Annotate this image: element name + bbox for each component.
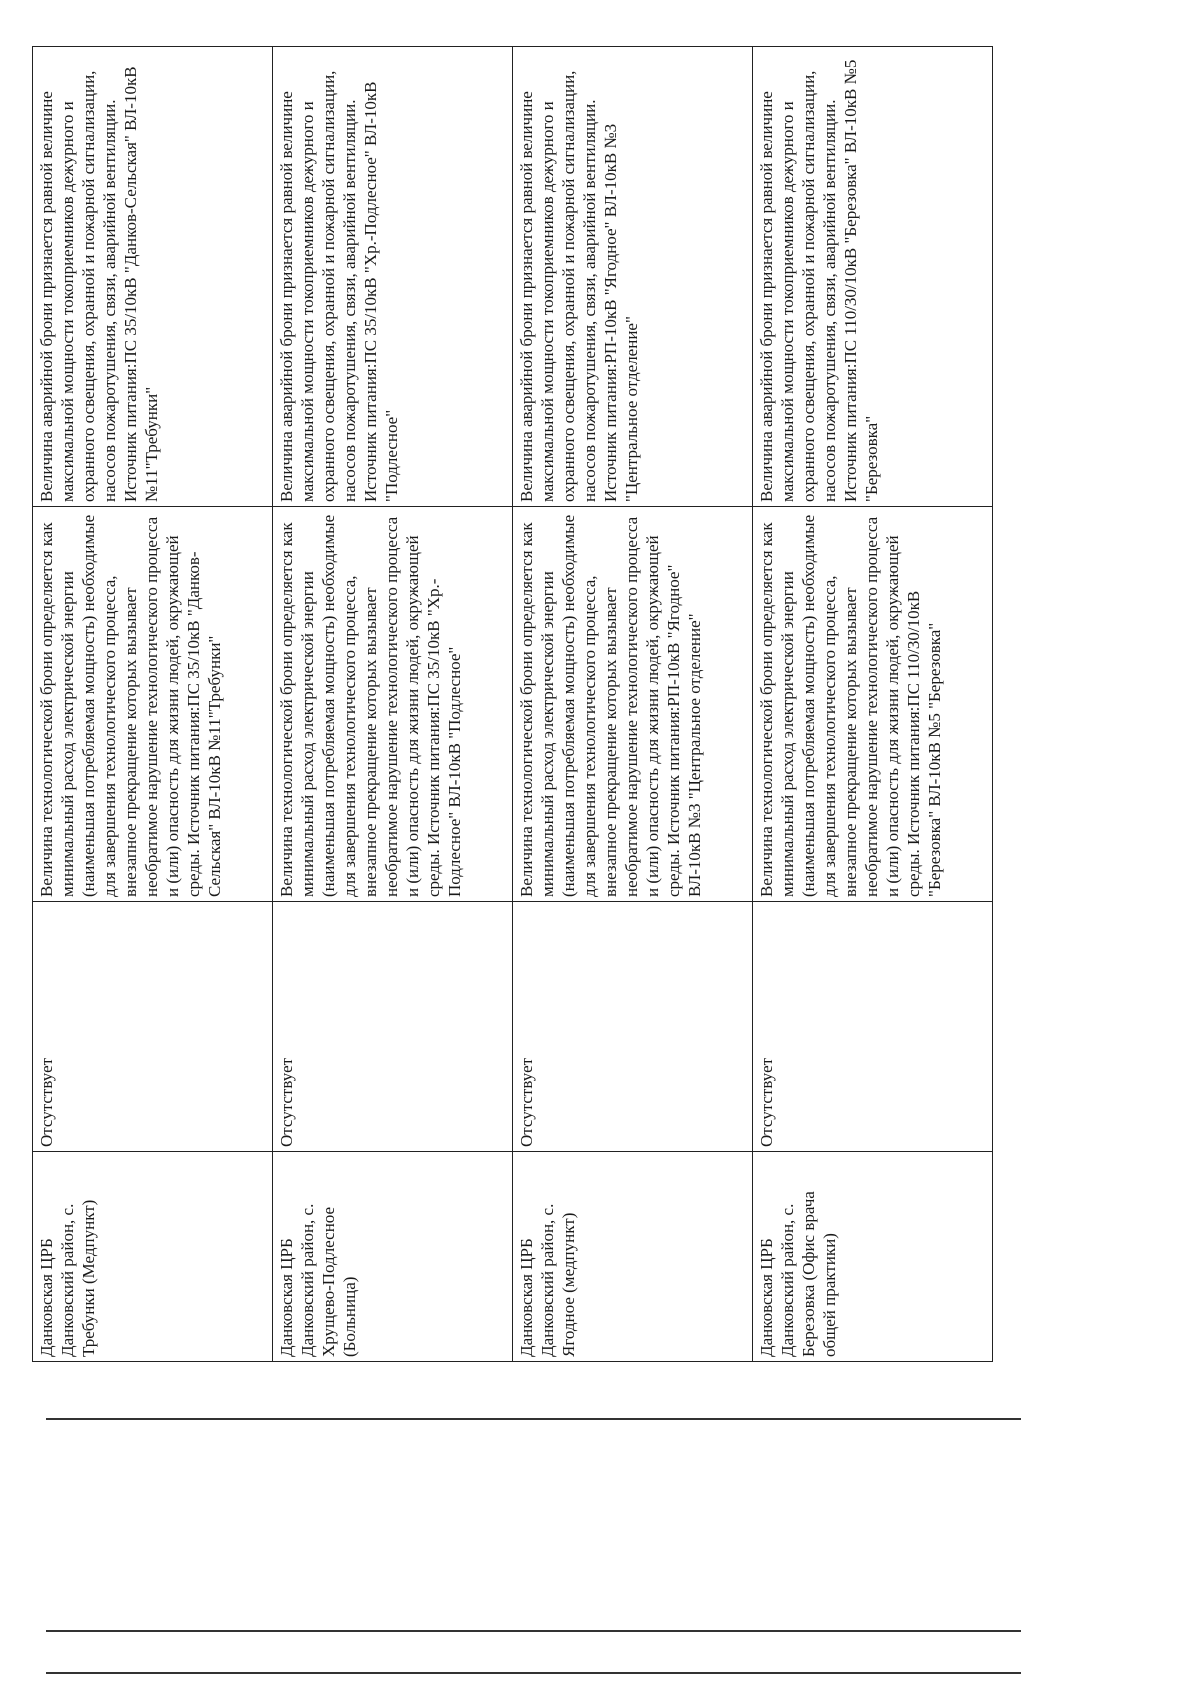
tech-armor-cell: Отсутствует <box>273 902 513 1152</box>
emergency-armor-desc-cell: Величина аварийной брони признается равной величине максимальной мощности токоприемников дежурного и охранного освещения, охранной и пожарной сигнализации, насосов пожаротушения, связи, аварийной вентиляции. Источник питания:ПС 110/30/10кВ "Березовка" ВЛ-10кВ №5 "Березовка" <box>753 47 993 507</box>
tech-armor-desc-cell: Величина технологической брони определяется как минимальный расход электрической энергии (наименьшая потребляемая мощность) необходимые для завершения технологического процесса, внезапное прекращение которых вызывает необратимое нарушение технологического процесса и (или) опасность для жизни людей, окружающей среды. Источник питания:РП-10кВ "Ягодное" ВЛ-10кВ №3 "Центральное отделение" <box>513 507 753 902</box>
tech-armor-cell: Отсутствует <box>753 902 993 1152</box>
footer-rule <box>46 1672 1021 1674</box>
consumer-cell: Данковская ЦРБ Данковский район, с. Березовка (Офис врача общей практики) <box>753 1152 993 1362</box>
footer-rule <box>46 1418 1021 1420</box>
consumer-cell: Данковская ЦРБ Данковский район, с. Хрущево-Подлесное (Больница) <box>273 1152 513 1362</box>
tech-armor-desc-cell: Величина технологической брони определяется как минимальный расход электрической энергии (наименьшая потребляемая мощность) необходимые для завершения технологического процесса, внезапное прекращение которых вызывает необратимое нарушение технологического процесса и (или) опасность для жизни людей, окружающей среды. Источник питания:ПС 35/10кВ "Данков-Сельская" ВЛ-10кВ №11"Требунки" <box>33 507 273 902</box>
table-row <box>273 47 513 1362</box>
tech-armor-desc-cell: Величина технологической брони определяется как минимальный расход электрической энергии (наименьшая потребляемая мощность) необходимые для завершения технологического процесса, внезапное прекращение которых вызывает необратимое нарушение технологического процесса и (или) опасность для жизни людей, окружающей среды. Источник питания:ПС 110/30/10кВ "Березовка" ВЛ-10кВ №5 "Березовка" <box>753 507 993 902</box>
armor-table-rotated <box>32 47 992 1362</box>
emergency-armor-desc-cell: Величина аварийной брони признается равной величине максимальной мощности токоприемников дежурного и охранного освещения, охранной и пожарной сигнализации, насосов пожаротушения, связи, аварийной вентиляции. Источник питания:РП-10кВ "Ягодное" ВЛ-10кВ №3 "Центральное отделение" <box>513 47 753 507</box>
table-row <box>513 47 753 1362</box>
footer-rule <box>46 1630 1021 1632</box>
consumer-cell: Данковская ЦРБ Данковский район, с. Требунки (Медпункт) <box>33 1152 273 1362</box>
table-row <box>33 47 273 1362</box>
emergency-armor-desc-cell: Величина аварийной брони признается равной величине максимальной мощности токоприемников дежурного и охранного освещения, охранной и пожарной сигнализации, насосов пожаротушения, связи, аварийной вентиляции. Источник питания:ПС 35/10кВ "Данков-Сельская" ВЛ-10кВ №11"Требунки" <box>33 47 273 507</box>
tech-armor-cell: Отсутствует <box>513 902 753 1152</box>
emergency-armor-desc-cell: Величина аварийной брони признается равной величине максимальной мощности токоприемников дежурного и охранного освещения, охранной и пожарной сигнализации, насосов пожаротушения, связи, аварийной вентиляции. Источник питания:ПС 35/10кВ "Хр.-Подлесное" ВЛ-10кВ "Подлесное" <box>273 47 513 507</box>
tech-armor-desc-cell: Величина технологической брони определяется как минимальный расход электрической энергии (наименьшая потребляемая мощность) необходимые для завершения технологического процесса, внезапное прекращение которых вызывает необратимое нарушение технологического процесса и (или) опасность для жизни людей, окружающей среды. Источник питания:ПС 35/10кВ "Хр.-Подлесное" ВЛ-10кВ "Подлесное" <box>273 507 513 902</box>
consumer-cell: Данковская ЦРБ Данковский район, с. Ягодное (медпункт) <box>513 1152 753 1362</box>
armor-table <box>32 46 993 1362</box>
table-row <box>753 47 993 1362</box>
tech-armor-cell: Отсутствует <box>33 902 273 1152</box>
